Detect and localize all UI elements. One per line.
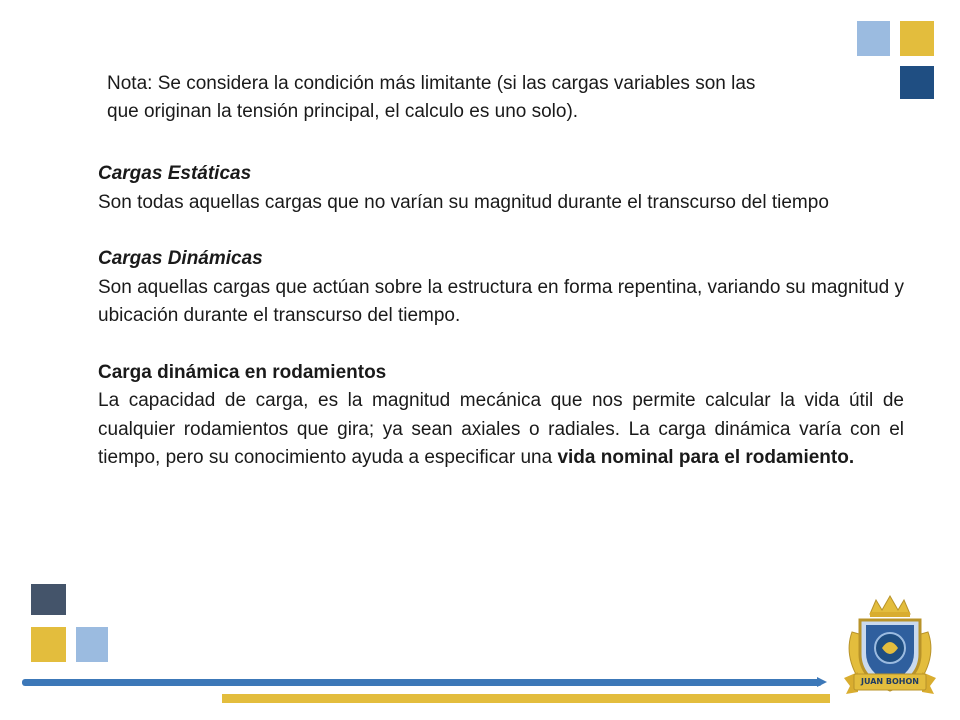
footer-gold-bar <box>222 694 830 703</box>
text-carga-rodamientos-regular: La capacidad de carga, es la magnitud mecánica que nos permite calcular la vida útil de cualquier rodamientos que gira; ya sean axiales o radiales. La carga dinámica varía con el tiempo, pero su conocimiento ayuda a especificar una <box>98 390 904 468</box>
text-cargas-estaticas: Son todas aquellas cargas que no varían su magnitud durante el transcurso del tiempo <box>98 191 829 213</box>
decor-square-gold-top <box>900 21 934 56</box>
text-carga-rodamientos-bold: vida nominal para el rodamiento. <box>557 447 855 468</box>
heading-carga-rodamientos: Carga dinámica en rodamientos <box>98 361 387 383</box>
note-block <box>107 70 867 126</box>
footer-arrow-icon <box>817 677 827 687</box>
decor-square-gold-bottom <box>31 627 66 662</box>
heading-cargas-dinamicas: Cargas Dinámicas <box>98 248 263 269</box>
school-crest-logo <box>840 592 940 702</box>
decor-square-light-blue-top <box>857 21 890 56</box>
decor-square-slate-bottom <box>31 584 66 615</box>
heading-cargas-estaticas: Cargas Estáticas <box>98 163 252 184</box>
decor-square-light-blue-bottom <box>76 627 108 662</box>
note-line-2: que originan la tensión principal, el calculo es uno solo). <box>107 101 579 122</box>
text-cargas-dinamicas: Son aquellas cargas que actúan sobre la estructura en forma repentina, variando su magnitud y ubicación durante el transcurso del tiempo. <box>98 276 904 326</box>
crest-ribbon-text: JUAN BOHON <box>861 677 919 686</box>
decor-square-navy-top <box>900 66 934 99</box>
main-content <box>98 160 904 473</box>
text-carga-rodamientos <box>98 387 904 473</box>
note-line-1: Nota: Se considera la condición más limitante (si las cargas variables son las <box>107 73 756 94</box>
footer-blue-bar <box>22 679 822 686</box>
